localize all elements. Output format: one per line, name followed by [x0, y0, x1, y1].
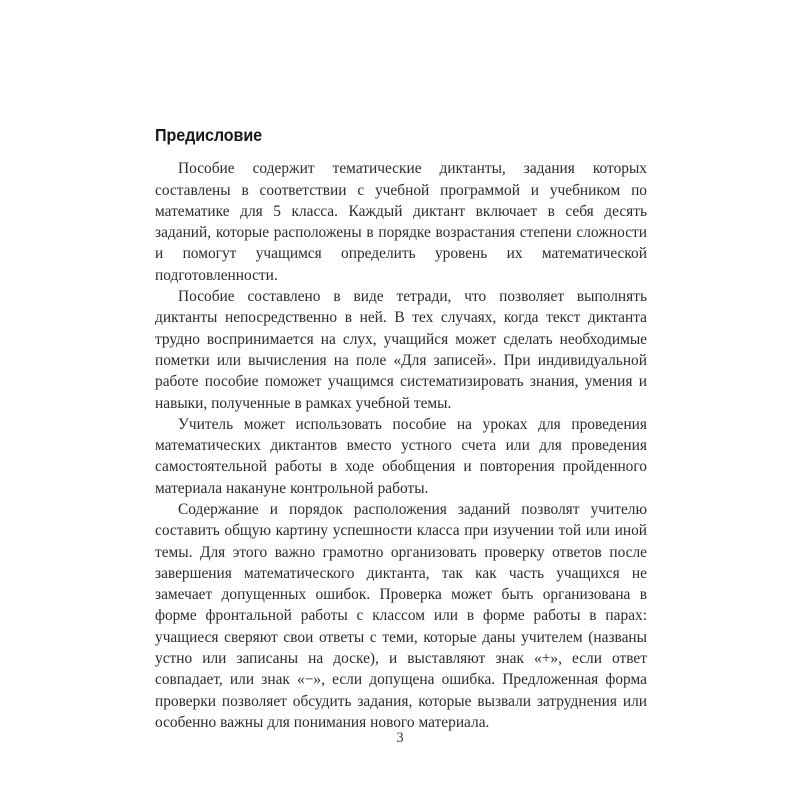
- page-number: 3: [396, 730, 404, 746]
- body-paragraph-4: Содержание и порядок расположения заданий позволят учителю составить общую картину успешности класса при изучении той или иной темы. Для этого важно грамотно организовать проверку ответов после завершения математического диктанта, так как часть учащихся не замечает допущенных ошибок. Проверка может быть организована в форме фронтальной работы с классом или в форме работы в парах: учащиеся сверяют свои ответы с теми, которые даны учителем (названы устно или записаны на доске), и выставляют знак «+», если ответ совпадает, или знак «−», если допущена ошибка. Предложенная форма проверки позволяет обсудить задания, которые вызвали затруднения или особенно важны для понимания нового материала.: [155, 501, 647, 731]
- body-paragraph-2: Пособие составлено в виде тетради, что позволяет выполнять диктанты непосредственно в ней. В тех случаях, когда текст диктанта трудно воспринимается на слух, учащийся может сделать необходимые пометки или вычисления на поле «Для записей». При индивидуальной работе пособие поможет учащимся систематизировать знания, умения и навыки, полученные в рамках учебной темы.: [155, 288, 647, 412]
- body-paragraph-3: Учитель может использовать пособие на уроках для проведения математических диктантов вместо устного счета или для проведения самостоятельной работы в ходе обобщения и повторения пройденного материала накануне контрольной работы.: [155, 415, 647, 497]
- body-paragraph-1: Пособие содержит тематические диктанты, задания которых составлены в соответствии с учебной программой и учебником по математике для 5 класса. Каждый диктант включает в себя десять заданий, которые расположены в порядке возрастания степени сложности и помогут учащимся определить уровень их математической подготовленности.: [155, 160, 647, 284]
- page-content: [155, 126, 647, 733]
- page-title: Предисловие: [155, 125, 263, 145]
